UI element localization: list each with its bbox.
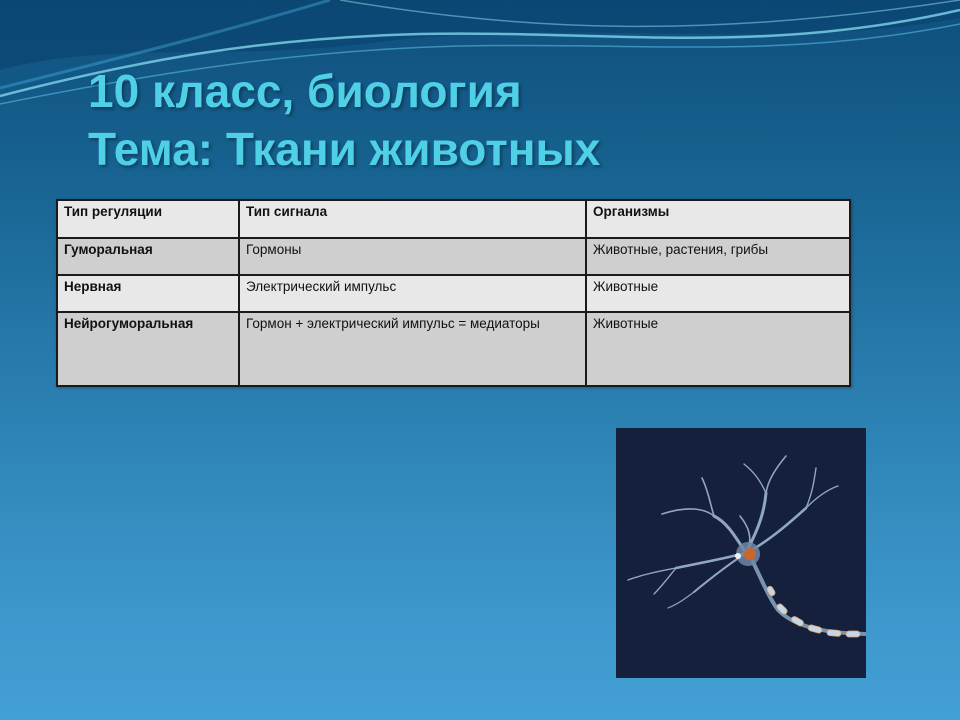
neuron-image [616,428,866,678]
table-cell: Гормон + электрический импульс = медиаторы [239,312,586,386]
table-cell: Электрический импульс [239,275,586,312]
table-cell: Животные [586,312,850,386]
table-header-cell: Организмы [586,200,850,238]
table-cell: Гормоны [239,238,586,275]
table-header-cell: Тип сигнала [239,200,586,238]
title-line-topic: Тема: Ткани животных [88,123,601,175]
table-cell: Животные [586,275,850,312]
table-cell: Нервная [57,275,239,312]
regulation-table [56,199,851,387]
table-row [57,238,850,275]
table-cell: Нейрогуморальная [57,312,239,386]
table-row [57,312,850,386]
title-line-grade: 10 класс, биология [88,65,522,117]
table-row [57,275,850,312]
table-cell: Гуморальная [57,238,239,275]
table-header-cell: Тип регуляции [57,200,239,238]
table-header-row [57,200,850,238]
slide-title [88,62,888,178]
table-cell: Животные, растения, грибы [586,238,850,275]
